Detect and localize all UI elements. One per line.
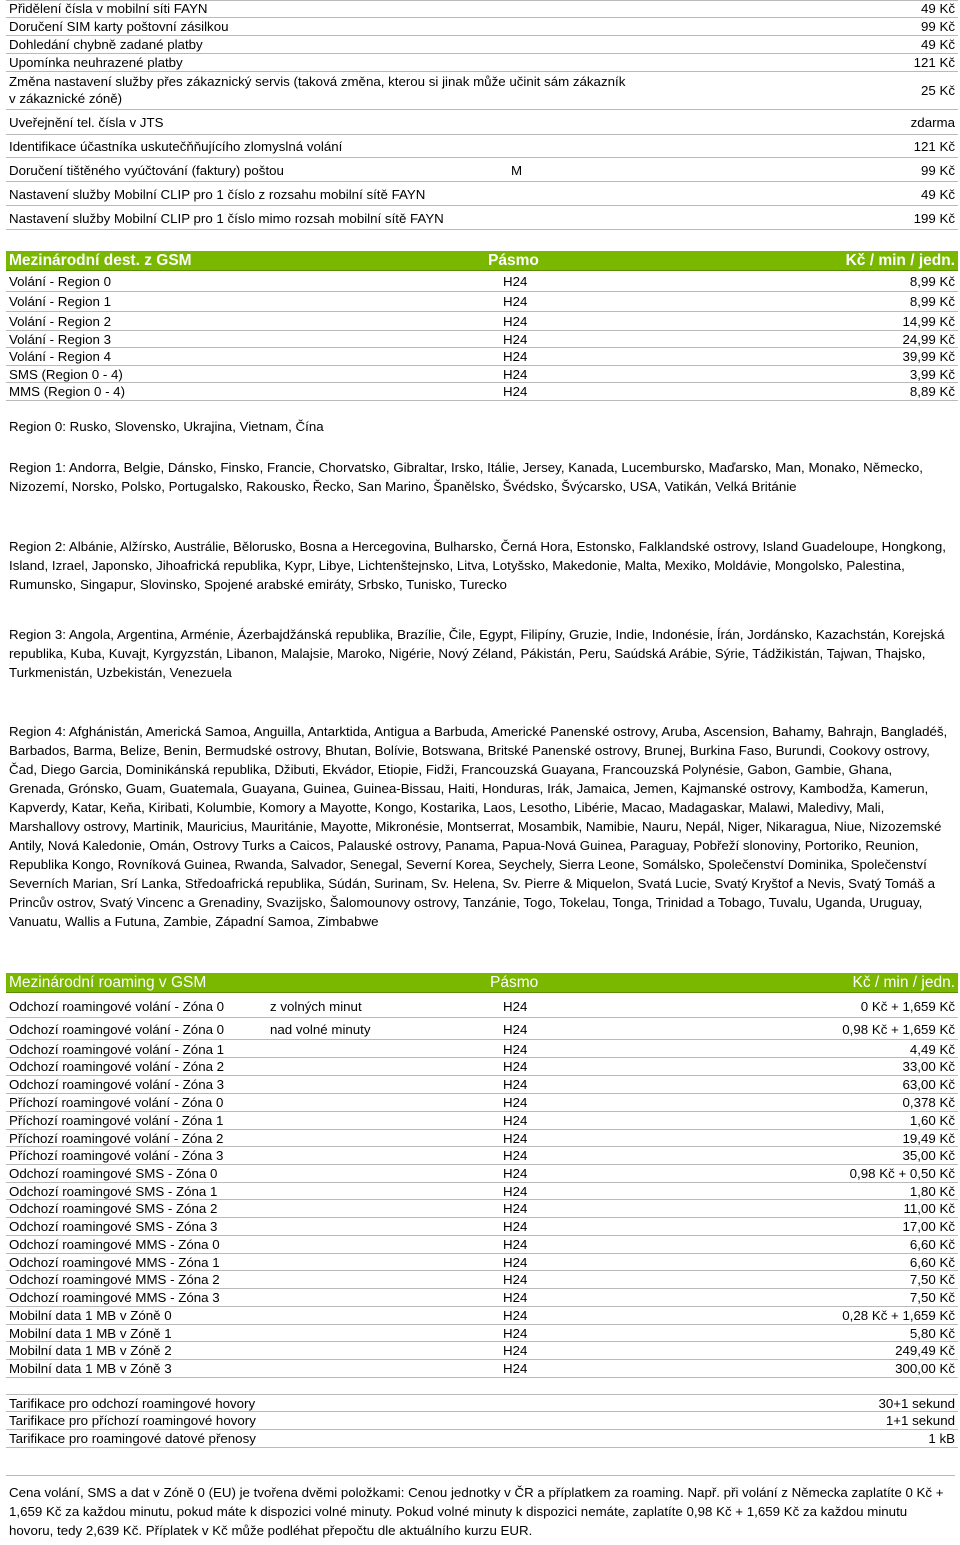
roaming-zone: H24 (503, 1113, 528, 1128)
roaming-price: 11,00 Kč (903, 1201, 955, 1216)
roaming-price: 0,28 Kč + 1,659 Kč (842, 1308, 955, 1323)
service-label: Přidělení čísla v mobilní síti FAYN (9, 1, 208, 16)
roaming-row (6, 1147, 958, 1165)
service-price: 49 Kč (920, 1, 955, 16)
roaming-label: Odchozí roamingové SMS - Zóna 0 (9, 1166, 218, 1181)
roaming-zone: H24 (503, 1184, 528, 1199)
intl-price: 8,99 Kč (909, 294, 955, 309)
service-label: Doručení tištěného vyúčtování (faktury) poštou (9, 163, 284, 178)
roaming-price: 0,98 Kč + 0,50 Kč (849, 1166, 955, 1181)
service-price: 49 Kč (920, 187, 955, 202)
service-label: Nastavení služby Mobilní CLIP pro 1 číslo z rozsahu mobilní sítě FAYN (9, 187, 426, 202)
intl-row (6, 383, 958, 401)
roaming-row (6, 1200, 958, 1218)
intl-price: 39,99 Kč (902, 349, 955, 364)
roaming-zone: H24 (503, 1077, 528, 1092)
roaming-row (6, 1360, 958, 1378)
roaming-row (6, 1271, 958, 1289)
intl-row (6, 312, 958, 331)
intl-zone: H24 (503, 294, 528, 309)
roaming-label: Odchozí roamingové volání - Zóna 1 (9, 1042, 225, 1057)
service-label: Uveřejnění tel. čísla v JTS (9, 115, 164, 130)
intl-zone: H24 (503, 367, 528, 382)
roaming-price: 0,98 Kč + 1,659 Kč (842, 1022, 955, 1037)
roaming-label: Odchozí roamingové SMS - Zóna 2 (9, 1201, 218, 1216)
service-label: Upomínka neuhrazené platby (9, 55, 183, 70)
roaming-label: Odchozí roamingové volání - Zóna 3 (9, 1077, 225, 1092)
roaming-row (6, 1076, 958, 1094)
intl-row (6, 348, 958, 366)
tarification-value: 1 kB (928, 1431, 955, 1446)
intl-price: 24,99 Kč (902, 332, 955, 347)
roaming-label: Mobilní data 1 MB v Zóně 2 (9, 1343, 172, 1358)
service-price: 121 Kč (913, 139, 955, 154)
roaming-row (6, 996, 958, 1018)
roaming-label: Mobilní data 1 MB v Zóně 1 (9, 1326, 172, 1341)
roaming-zone: H24 (503, 1059, 528, 1074)
roaming-note: nad volné minuty (270, 1022, 371, 1037)
roaming-price: 300,00 Kč (895, 1361, 955, 1376)
service-price: 121 Kč (913, 55, 955, 70)
roaming-row (6, 1342, 958, 1360)
intl-row (6, 366, 958, 383)
service-price: 49 Kč (920, 37, 955, 52)
roaming-price: 6,60 Kč (909, 1237, 955, 1252)
roaming-price: 0,378 Kč (902, 1095, 955, 1110)
roaming-zone: H24 (503, 999, 528, 1014)
roaming-row (6, 1112, 958, 1130)
tarification-row (6, 1394, 958, 1412)
intl-label: MMS (Region 0 - 4) (9, 384, 126, 399)
intl-row (6, 331, 958, 348)
service-label: Doručení SIM karty poštovní zásilkou (9, 19, 229, 34)
roaming-row (6, 1058, 958, 1076)
intl-header (6, 251, 958, 271)
region-3-text: Region 3: Angola, Argentina, Arménie, Ázerbajdžánská republika, Brazílie, Čile, Egypt, Filipíny, Gruzie, Indie, Indonésie, Írán, Jordánsko, Kazachstán, Korejská republika, Kuba, Kuvajt, Kyrgyzstán, Libanon, Malajsie, Maroko, Nigérie, Nový Zéland, Pákistán, Peru, Saúdská Arábie, Sýrie, Tádžikistán, Tajwan, Thajsko, Turkmenistán, Uzbekistán, Venezuela (9, 627, 945, 680)
region-2-text: Region 2: Albánie, Alžírsko, Austrálie, Bělorusko, Bosna a Hercegovina, Bulharsko, Černá Hora, Estonsko, Falklandské ostrovy, Island Guadeloupe, Hongkong, Island, Izrael, Japonsko, Jihoafrická republika, Kypr, Libye, Lichtenštejnsko, Litva, Lotyšsko, Makedonie, Malta, Mexiko, Moldávie, Mongolsko, Palestina, Rumunsko, Singapur, Slovinsko, Spojené arabské emiráty, Srbsko, Tunisko, Turecko (9, 539, 946, 592)
service-row (6, 182, 958, 206)
roaming-zone: H24 (503, 1219, 528, 1234)
tarification-value: 1+1 sekund (885, 1413, 955, 1428)
roaming-price: 1,80 Kč (909, 1184, 955, 1199)
roaming-zone: H24 (503, 1131, 528, 1146)
service-row (6, 18, 958, 36)
intl-price: 8,99 Kč (909, 274, 955, 289)
roaming-header-col2: Pásmo (490, 974, 539, 991)
roaming-zone: H24 (503, 1326, 528, 1341)
roaming-zone: H24 (503, 1201, 528, 1216)
roaming-price: 19,49 Kč (902, 1131, 955, 1146)
roaming-row (6, 1018, 958, 1040)
roaming-header-col3: Kč / min / jedn. (852, 974, 955, 991)
intl-label: SMS (Region 0 - 4) (9, 367, 123, 382)
roaming-price: 5,80 Kč (909, 1326, 955, 1341)
roaming-price: 1,60 Kč (909, 1113, 955, 1128)
service-row (6, 110, 958, 135)
intl-price: 14,99 Kč (902, 314, 955, 329)
service-mid: M (511, 163, 523, 178)
intl-label: Volání - Region 1 (9, 294, 112, 309)
footnote: Cena volání, SMS a dat v Zóně 0 (EU) je tvořena dvěmi položkami: Cenou jednotky v ČR a příplatkem za roaming. Např. při volání z Německa zaplatíte 0 Kč + 1,659 Kč za každou minutu, pokud máte k dispozici volné minuty. Pokud volné minuty k dispozici nemáte, zaplatíte 0,98 Kč + 1,659 Kč za každou minutu hovoru, tedy 2,639 Kč. Příplatek v Kč může podléhat přepočtu dle aktuálního kurzu EUR. (6, 1475, 955, 1540)
roaming-zone: H24 (503, 1042, 528, 1057)
intl-zone: H24 (503, 349, 528, 364)
intl-zone: H24 (503, 274, 528, 289)
service-label: Dohledání chybně zadané platby (9, 37, 203, 52)
intl-zone: H24 (503, 384, 528, 399)
roaming-note: z volných minut (270, 999, 362, 1014)
roaming-label: Odchozí roamingové MMS - Zóna 0 (9, 1237, 220, 1252)
roaming-label: Příchozí roamingové volání - Zóna 3 (9, 1148, 224, 1163)
roaming-label: Příchozí roamingové volání - Zóna 1 (9, 1113, 224, 1128)
roaming-zone: H24 (503, 1022, 528, 1037)
service-price: zdarma (910, 115, 955, 130)
intl-label: Volání - Region 2 (9, 314, 112, 329)
roaming-row (6, 1307, 958, 1325)
roaming-label: Odchozí roamingové MMS - Zóna 2 (9, 1272, 220, 1287)
roaming-price: 0 Kč + 1,659 Kč (860, 999, 955, 1014)
roaming-zone: H24 (503, 1272, 528, 1287)
service-price: 99 Kč (920, 163, 955, 178)
roaming-row (6, 1040, 958, 1058)
intl-row (6, 292, 958, 312)
roaming-label: Mobilní data 1 MB v Zóně 0 (9, 1308, 172, 1323)
roaming-zone: H24 (503, 1290, 528, 1305)
roaming-row (6, 1236, 958, 1254)
intl-header-col3: Kč / min / jedn. (845, 252, 955, 269)
roaming-header (6, 973, 958, 993)
service-price: 199 Kč (913, 211, 955, 226)
roaming-price: 6,60 Kč (909, 1255, 955, 1270)
roaming-price: 7,50 Kč (909, 1290, 955, 1305)
roaming-label: Odchozí roamingové volání - Zóna 0 (9, 1022, 225, 1037)
roaming-zone: H24 (503, 1237, 528, 1252)
roaming-row (6, 1289, 958, 1307)
tarification-label: Tarifikace pro odchozí roamingové hovory (9, 1396, 256, 1411)
roaming-zone: H24 (503, 1255, 528, 1270)
region-1-text: Region 1: Andorra, Belgie, Dánsko, Finsko, Francie, Chorvatsko, Gibraltar, Irsko, Itálie, Jersey, Kanada, Lucembursko, Maďarsko, Man, Monako, Německo, Nizozemí, Norsko, Polsko, Portugalsko, Rakousko, Řecko, San Marino, Španělsko, Švédsko, Švýcarsko, USA, Vatikán, Velká Británie (9, 460, 923, 494)
service-row (6, 54, 958, 72)
tarification-label: Tarifikace pro příchozí roamingové hovory (9, 1413, 256, 1428)
roaming-row (6, 1165, 958, 1183)
intl-zone: H24 (503, 332, 528, 347)
roaming-price: 7,50 Kč (909, 1272, 955, 1287)
intl-price: 3,99 Kč (909, 367, 955, 382)
intl-label: Volání - Region 4 (9, 349, 112, 364)
service-label: Nastavení služby Mobilní CLIP pro 1 číslo mimo rozsah mobilní sítě FAYN (9, 211, 444, 226)
roaming-zone: H24 (503, 1148, 528, 1163)
roaming-label: Odchozí roamingové volání - Zóna 2 (9, 1059, 225, 1074)
roaming-label: Příchozí roamingové volání - Zóna 2 (9, 1131, 224, 1146)
intl-label: Volání - Region 3 (9, 332, 112, 347)
roaming-label: Odchozí roamingové SMS - Zóna 1 (9, 1184, 218, 1199)
roaming-row (6, 1325, 958, 1342)
service-price: 25 Kč (920, 83, 955, 98)
service-row (6, 158, 958, 182)
roaming-row (6, 1094, 958, 1112)
roaming-row (6, 1183, 958, 1200)
roaming-row (6, 1254, 958, 1271)
roaming-price: 63,00 Kč (902, 1077, 955, 1092)
service-row (6, 0, 958, 18)
roaming-zone: H24 (503, 1343, 528, 1358)
roaming-label: Odchozí roamingové MMS - Zóna 1 (9, 1255, 220, 1270)
service-row (6, 36, 958, 54)
roaming-price: 35,00 Kč (902, 1148, 955, 1163)
roaming-price: 33,00 Kč (902, 1059, 955, 1074)
tarification-row (6, 1412, 958, 1430)
roaming-zone: H24 (503, 1095, 528, 1110)
roaming-row (6, 1218, 958, 1236)
intl-row (6, 273, 958, 292)
roaming-label: Odchozí roamingové MMS - Zóna 3 (9, 1290, 220, 1305)
roaming-zone: H24 (503, 1166, 528, 1181)
intl-label: Volání - Region 0 (9, 274, 112, 289)
tarification-label: Tarifikace pro roamingové datové přenosy (9, 1431, 256, 1446)
intl-price: 8,89 Kč (909, 384, 955, 399)
roaming-header-col1: Mezinárodní roaming v GSM (9, 974, 207, 991)
intl-header-col2: Pásmo (488, 252, 539, 269)
roaming-label: Odchozí roamingové SMS - Zóna 3 (9, 1219, 218, 1234)
roaming-row (6, 1130, 958, 1147)
service-row (6, 206, 958, 230)
roaming-price: 249,49 Kč (895, 1343, 955, 1358)
roaming-label: Mobilní data 1 MB v Zóně 3 (9, 1361, 172, 1376)
service-label: Identifikace účastníka uskutečňňujícího zlomyslná volání (9, 139, 343, 154)
region-4-text: Region 4: Afghánistán, Americká Samoa, Anguilla, Antarktida, Antigua a Barbuda, Americké Panenské ostrovy, Aruba, Ascension, Bahamy, Bahrajn, Bangladéš, Barbados, Barma, Belize, Benin, Bermudské ostrovy, Bhutan, Bolívie, Botswana, Britské Panenské ostrovy, Brunej, Burkina Faso, Burundi, Cookovy ostrovy, Čad, Diego Garcia, Dominikánská republika, Džibuti, Ekvádor, Etiopie, Fidži, Francouzská Guayana, Francouzská Polynésie, Gabon, Gambie, Ghana, Grenada, Grónsko, Guam, Guatemala, Guayana, Guinea, Guinea-Bissau, Haiti, Honduras, Irák, Jamaica, Jemen, Kajmanské ostrovy, Kambodža, Kamerun, Kapverdy, Katar, Keňa, Kiribati, Kolumbie, Komory a Mayotte, Kongo, Kostarika, Laos, Lesotho, Libérie, Macao, Madagaskar, Malawi, Maledivy, Mali, Marshallovy ostrovy, Martinik, Mauricius, Mauritánie, Mayotte, Mikronésie, Montserrat, Mosambik, Namibie, Nauru, Nepál, Niger, Nikaragua, Niue, Nizozemské Antily, Nová Kaledonie, Omán, Ostrovy Turks a Caicos, Palauské ostrovy, Panama, Papua-Nová Guinea, Paraguay, Pobřeží slonoviny, Portoriko, Reunion, Republika Kongo, Rovníková Guinea, Rwanda, Salvador, Senegal, Severní Korea, Seychely, Sierra Leone, Somálsko, Společenství Dominika, Společenství Severních Marian, Srí Lanka, Středoafrická republika, Súdán, Surinam, Sv. Helena, Sv. Pierre & Miquelon, Svatá Lucie, Svatý Kryštof a Nevis, Svatý Tomáš a Princův ostrov, Svatý Vincenc a Grenadiny, Svazijsko, Šalomounovy ostrovy, Tanzánie, Togo, Tokelau, Tonga, Trinidad a Tobago, Tuvalu, Uganda, Uruguay, Vanuatu, Wallis a Futuna, Zambie, Západní Samoa, Zimbabwe (9, 724, 948, 929)
service-label: Změna nastavení služby přes zákaznický servis (taková změna, kterou si jinak může učinit sám zákazník v zákaznické zóně) (9, 74, 626, 106)
roaming-price: 4,49 Kč (909, 1042, 955, 1057)
roaming-label: Odchozí roamingové volání - Zóna 0 (9, 999, 225, 1014)
service-row (6, 135, 958, 158)
roaming-price: 17,00 Kč (902, 1219, 955, 1234)
roaming-label: Příchozí roamingové volání - Zóna 0 (9, 1095, 224, 1110)
tarification-row (6, 1430, 958, 1448)
intl-header-col1: Mezinárodní dest. z GSM (9, 252, 192, 269)
tarification-value: 30+1 sekund (878, 1396, 955, 1411)
roaming-zone: H24 (503, 1361, 528, 1376)
roaming-zone: H24 (503, 1308, 528, 1323)
intl-zone: H24 (503, 314, 528, 329)
service-price: 99 Kč (920, 19, 955, 34)
service-row (6, 72, 958, 110)
region-0-text: Region 0: Rusko, Slovensko, Ukrajina, Vietnam, Čína (9, 419, 324, 434)
